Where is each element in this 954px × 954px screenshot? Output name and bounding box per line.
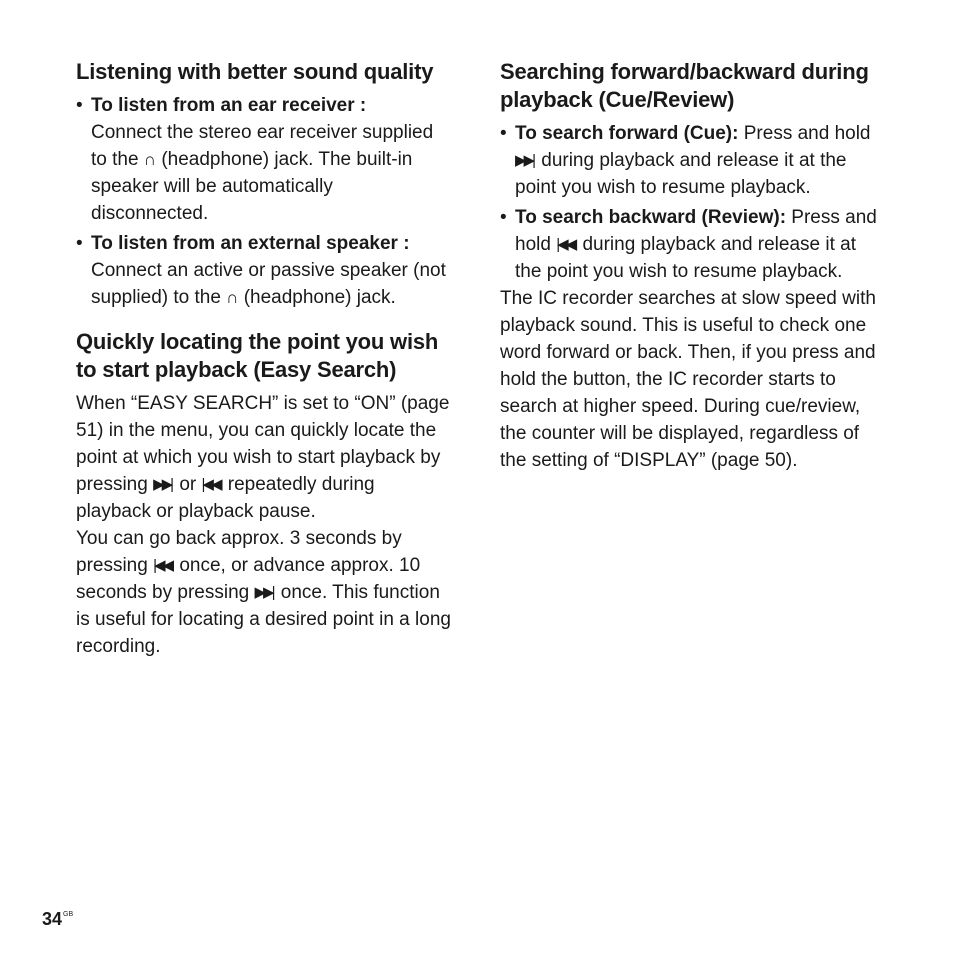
paragraph-text: repeatedly during playback or playback pause. bbox=[76, 474, 375, 522]
page-number-value: 34 bbox=[42, 909, 63, 929]
list-item bbox=[500, 120, 880, 201]
section-heading-cue-review: Searching forward/backward during playback (Cue/Review) bbox=[500, 59, 869, 112]
item-lead: To listen from an ear receiver : bbox=[91, 95, 367, 116]
item-text: Press and hold bbox=[515, 207, 877, 255]
item-text: during playback and release it at the point you wish to resume playback. bbox=[515, 234, 857, 282]
next-track-icon: ▶▶| bbox=[153, 476, 172, 493]
page-number bbox=[42, 909, 73, 930]
previous-track-icon: |◀◀ bbox=[153, 557, 172, 574]
sound-quality-list bbox=[76, 92, 454, 311]
next-track-icon: ▶▶| bbox=[254, 584, 273, 601]
item-text: Connect an active or passive speaker (not supplied) to the bbox=[91, 260, 446, 308]
section-heading-easy-search: Quickly locating the point you wish to start playback (Easy Search) bbox=[76, 329, 439, 382]
previous-track-icon: |◀◀ bbox=[201, 476, 220, 493]
paragraph-text: You can go back approx. 3 seconds by pressing bbox=[76, 528, 402, 576]
item-lead: To search forward (Cue): bbox=[515, 123, 739, 144]
paragraph-text: once. This function is useful for locating a desired point in a long recording. bbox=[76, 582, 451, 657]
list-item bbox=[76, 92, 454, 227]
item-lead: To search backward (Review): bbox=[515, 207, 787, 228]
paragraph-text: or bbox=[174, 474, 202, 495]
next-track-icon: ▶▶| bbox=[515, 152, 533, 169]
section-heading-sound-quality: Listening with better sound quality bbox=[76, 59, 434, 84]
easy-search-paragraph-1 bbox=[76, 390, 454, 525]
right-column bbox=[500, 56, 880, 474]
item-text: (headphone) jack. bbox=[238, 287, 396, 308]
headphone-icon: ∩ bbox=[143, 150, 157, 169]
left-column bbox=[76, 56, 454, 660]
list-item bbox=[500, 204, 880, 285]
item-text: (headphone) jack. The built-in speaker will be automatically disconnected. bbox=[91, 149, 413, 224]
list-item bbox=[76, 230, 454, 311]
headphone-icon: ∩ bbox=[226, 288, 239, 307]
paragraph-text: When “EASY SEARCH” is set to “ON” (page 51) in the menu, you can quickly locate the point at which you wish to start playback by pressing bbox=[76, 393, 450, 495]
cue-review-paragraph: The IC recorder searches at slow speed with playback sound. This is useful to check one word forward or back. Then, if you press and hold the button, the IC recorder starts to search at higher speed. During cue/review, the counter will be displayed, regardless of the setting of “DISPLAY” (page 50). bbox=[500, 288, 876, 471]
item-lead: To listen from an external speaker : bbox=[91, 233, 410, 254]
cue-review-list bbox=[500, 120, 880, 285]
page-region-suffix: GB bbox=[63, 911, 74, 918]
previous-track-icon: |◀◀ bbox=[556, 236, 575, 253]
item-text: Press and hold bbox=[738, 123, 871, 144]
easy-search-paragraph-2 bbox=[76, 525, 454, 660]
item-text: Connect the stereo ear receiver supplied to the bbox=[91, 122, 434, 170]
paragraph-text: once, or advance approx. 10 seconds by pressing bbox=[76, 555, 421, 603]
item-text: during playback and release it at the point you wish to resume playback. bbox=[515, 150, 847, 198]
